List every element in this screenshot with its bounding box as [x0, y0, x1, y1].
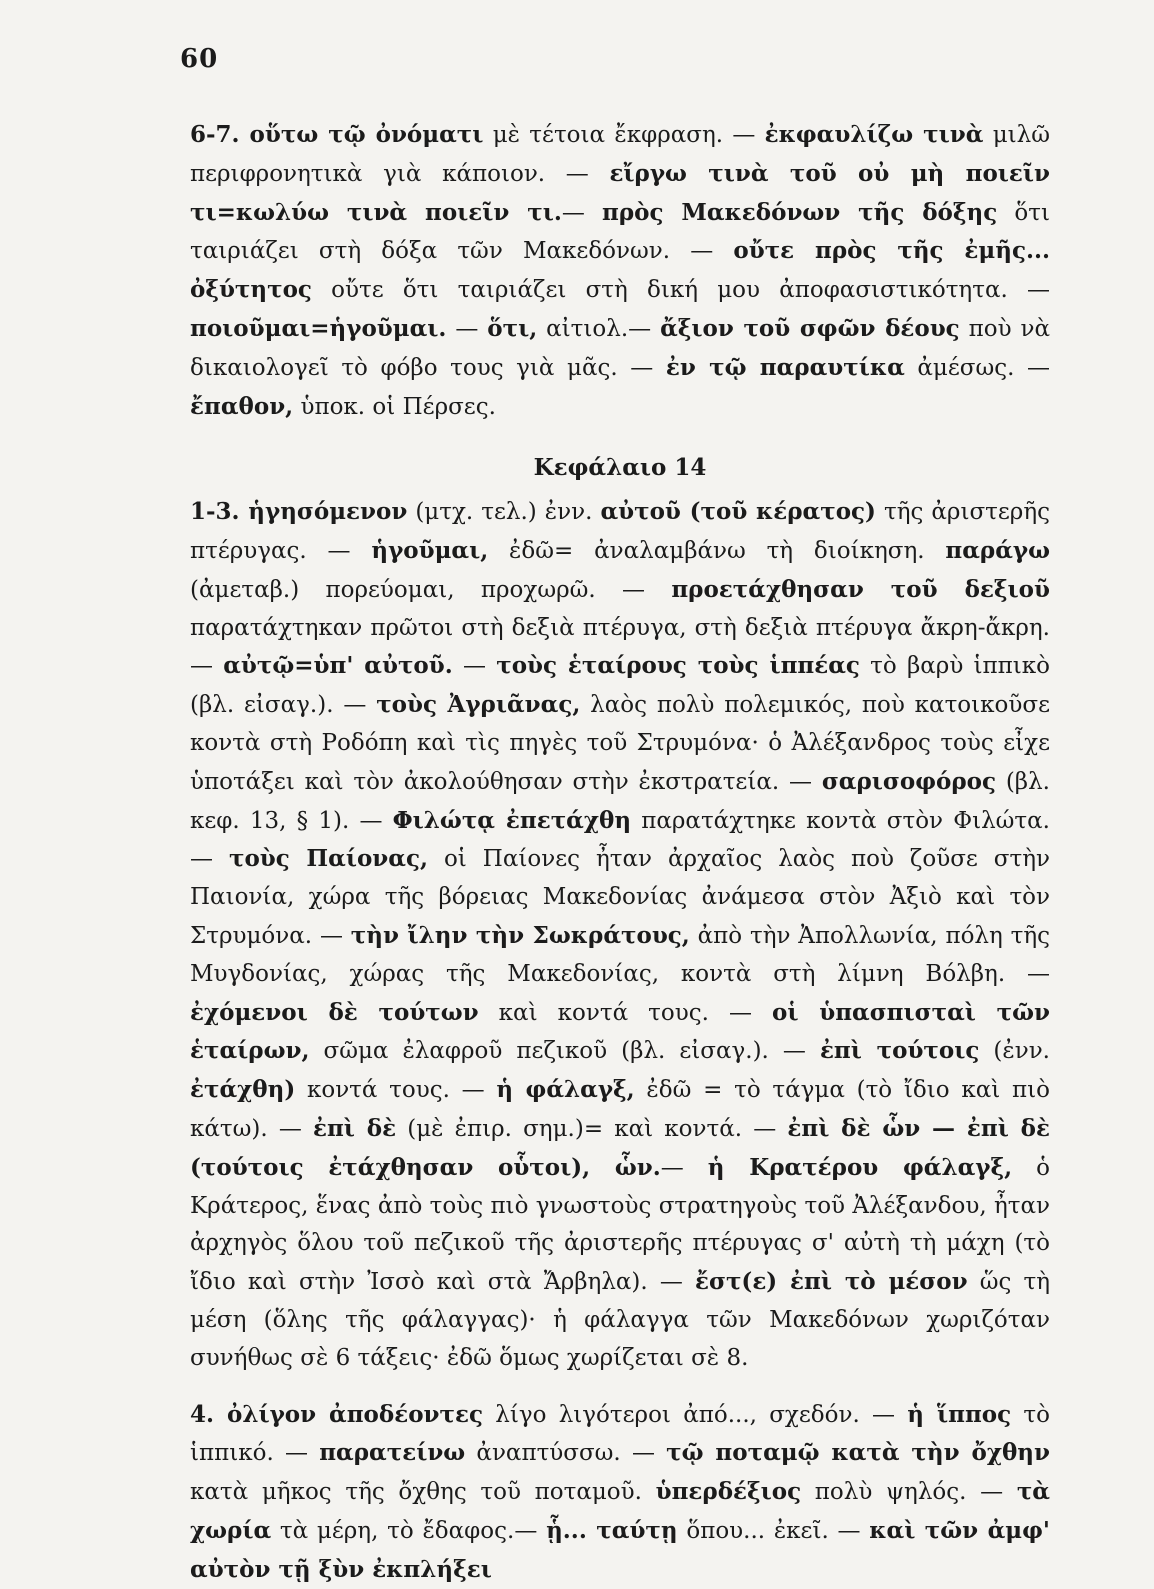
gloss-text: (βλ. κεφ. 13, § 1). —: [190, 769, 1050, 834]
commentary-text: [190, 116, 1050, 1589]
lemma-term: ἔστ(ε) ἐπὶ τὸ μέσον: [695, 1268, 968, 1295]
gloss-text: λαὸς πολὺ πολεμικός, ποὺ κατοικοῦσε κοντὰ στὴ Ροδόπη καὶ τὶς πηγὲς τοῦ Στρυμόνα· ὁ Ἀλέξανδρος τοὺς εἶχε ὑποτάξει καὶ τὸν ἀκολούθησαν στὴν ἐκστρατεία. —: [190, 692, 1050, 795]
lemma-term: Φιλώτᾳ ἐπετάχθη: [393, 807, 631, 834]
lemma-term: τοὺς Ἀγριᾶνας,: [376, 691, 580, 718]
lemma-term: ἔπαθον,: [190, 393, 293, 420]
lemma-term: εἴργω τινὰ τοῦ οὐ μὴ ποιεῖν τι=κωλύω τινὰ ποιεῖν τι.: [190, 160, 1050, 226]
lemma-term: ὑπερδέξιος: [656, 1478, 802, 1505]
gloss-text: ὑποκ. οἱ Πέρσες.: [293, 394, 496, 420]
lemma-term: ποιοῦμαι=ἡγοῦμαι.: [190, 315, 446, 342]
gloss-text: τὰ μέρη, τὸ ἔδαφος.—: [271, 1518, 546, 1544]
lemma-term: ἐχόμενοι δὲ τούτων: [190, 999, 479, 1026]
commentary-section-6-7: [190, 116, 1050, 426]
commentary-section-4: [190, 1396, 1050, 1589]
lemma-term: τῷ ποταμῷ κατὰ τὴν ὄχθην: [666, 1439, 1050, 1466]
gloss-text: ὁ Κράτερος, ἕνας ἀπὸ τοὺς πιὸ γνωστοὺς στρατηγοὺς τοῦ Ἀλέξανδου, ἦταν ἀρχηγὸς ὅλου τοῦ πεζικοῦ τῆς ἀριστερῆς πτέρυγας σ' αὐτὴ τὴ μάχη (τὸ ἴδιο καὶ στὴν Ἰσσὸ καὶ στὰ Ἄρβηλα). —: [190, 1155, 1050, 1295]
lemma-term: ἡ ἵππος: [907, 1401, 1011, 1428]
lemma-term: 6-7. οὕτω τῷ ὀνόματι: [190, 121, 483, 148]
gloss-text: οὔτε ὅτι ταιριάζει στὴ δική μου ἀποφασιστικότητα. —: [312, 277, 1050, 303]
lemma-term: καὶ τῶν ἀμφ' αὐτὸν τῇ ξὺν ἐκπλήξει: [190, 1517, 1050, 1583]
gloss-text: ὅπου... ἐκεῖ. —: [678, 1518, 870, 1544]
gloss-text: (μτχ. τελ.) ἐνν.: [407, 499, 600, 525]
gloss-text: —: [453, 653, 496, 679]
gloss-text: καὶ κοντά τους. —: [479, 1000, 772, 1026]
lemma-term: αὐτῷ=ὑπ' αὐτοῦ.: [223, 652, 453, 679]
gloss-text: τὸ ἱππικό. —: [190, 1402, 1050, 1467]
lemma-term: ἐπὶ δὲ: [313, 1115, 396, 1142]
gloss-text: μιλῶ περιφρονητικὰ γιὰ κάποιον. —: [190, 122, 1050, 187]
gloss-text: πολὺ ψηλός. —: [801, 1479, 1017, 1505]
lemma-term: αὐτοῦ (τοῦ κέρατος): [600, 498, 875, 525]
lemma-term: σαρισοφόρος: [822, 768, 996, 795]
gloss-text: λίγο λιγότεροι ἀπό..., σχεδόν. —: [483, 1402, 907, 1428]
gloss-text: κατὰ μῆκος τῆς ὄχθης τοῦ ποταμοῦ.: [190, 1479, 656, 1505]
gloss-text: (ἐνν.: [979, 1038, 1050, 1064]
lemma-term: παράγω: [945, 537, 1050, 564]
lemma-term: τοὺς ἑταίρους τοὺς ἱππέας: [496, 652, 860, 679]
gloss-text: ἀμέσως. —: [905, 355, 1050, 381]
lemma-term: ἐπὶ τούτοις: [820, 1037, 979, 1064]
lemma-term: ἐπὶ δὲ ὧν — ἐπὶ δὲ (τούτοις ἐτάχθησαν οὗτοι), ὧν.: [190, 1115, 1050, 1181]
gloss-text: ποὺ νὰ δικαιολογεῖ τὸ φόβο τους γιὰ μᾶς. —: [190, 316, 1050, 381]
lemma-term: ὅτι,: [487, 315, 537, 342]
lemma-term: οὔτε πρὸς τῆς ἐμῆς... ὀξύτητος: [190, 237, 1050, 303]
lemma-term: παρατείνω: [319, 1439, 465, 1466]
lemma-term: ἡ Κρατέρου φάλαγξ,: [708, 1154, 1012, 1181]
chapter-heading: Κεφάλαιο 14: [190, 449, 1050, 487]
gloss-text: —: [661, 1155, 708, 1181]
lemma-term: ἐκφαυλίζω τινὰ: [765, 121, 984, 148]
lemma-term: 4. ὀλίγον ἀποδέοντες: [190, 1401, 483, 1428]
gloss-text: μὲ τέτοια ἔκφραση. —: [483, 122, 764, 148]
gloss-text: αἰτιολ.—: [537, 316, 660, 342]
gloss-text: παρατάχτηκε κοντὰ στὸν Φιλώτα. —: [190, 808, 1050, 873]
lemma-term: ᾗ... ταύτῃ: [546, 1517, 678, 1544]
lemma-term: τοὺς Παίονας,: [229, 845, 428, 872]
lemma-term: ἡ φάλαγξ,: [496, 1076, 634, 1103]
gloss-text: τῆς ἀριστερῆς πτέρυγας. —: [190, 499, 1050, 564]
lemma-term: προετάχθησαν τοῦ δεξιοῦ: [671, 576, 1050, 603]
lemma-term: ἐν τῷ παραυτίκα: [666, 354, 905, 381]
gloss-text: (μὲ ἐπιρ. σημ.)= καὶ κοντά. —: [396, 1116, 787, 1142]
lemma-term: 1-3. ἡγησόμενον: [190, 498, 407, 525]
gloss-text: —: [562, 200, 602, 226]
lemma-term: οἱ ὑπασπισταὶ τῶν ἑταίρων,: [190, 999, 1050, 1065]
gloss-text: —: [446, 316, 487, 342]
lemma-term: τὴν ἴλην τὴν Σωκράτους,: [351, 922, 690, 949]
lemma-term: ἄξιον τοῦ σφῶν δέους: [660, 315, 960, 342]
gloss-text: ὅτι ταιριάζει στὴ δόξα τῶν Μακεδόνων. —: [190, 200, 1050, 265]
gloss-text: ἀναπτύσσω. —: [465, 1440, 666, 1466]
lemma-term: πρὸς Μακεδόνων τῆς δόξης: [602, 199, 997, 226]
gloss-text: οἱ Παίονες ἦταν ἀρχαῖος λαὸς ποὺ ζοῦσε στὴν Παιονία, χώρα τῆς βόρειας Μακεδονίας ἀνάμεσα στὸν Ἀξιὸ καὶ τὸν Στρυμόνα. —: [190, 846, 1050, 949]
lemma-term: ἡγοῦμαι,: [371, 537, 488, 564]
lemma-term: ἐτάχθη): [190, 1076, 295, 1103]
page-number: 60: [180, 44, 218, 74]
gloss-text: ὥς τὴ μέση (ὅλης τῆς φάλαγγας)· ἡ φάλαγγα τῶν Μακεδόνων χωριζόταν συνήθως σὲ 6 τάξεις· ἐδῶ ὅμως χωρίζεται σὲ 8.: [190, 1269, 1050, 1371]
gloss-text: ἐδῶ = τὸ τάγμα (τὸ ἴδιο καὶ πιὸ κάτω). —: [190, 1077, 1050, 1142]
gloss-text: ἀπὸ τὴν Ἀπολλωνία, πόλη τῆς Μυγδονίας, χώρας τῆς Μακεδονίας, κοντὰ στὴ λίμνη Βόλβη. —: [190, 923, 1050, 987]
gloss-text: (ἀμεταβ.) πορεύομαι, προχωρῶ. —: [190, 577, 671, 603]
gloss-text: σῶμα ἐλαφροῦ πεζικοῦ (βλ. εἰσαγ.). —: [309, 1038, 820, 1064]
lemma-term: τὰ χωρία: [190, 1478, 1050, 1544]
gloss-text: παρατάχτηκαν πρῶτοι στὴ δεξιὰ πτέρυγα, στὴ δεξιὰ πτέρυγα ἄκρη-ἄκρη. —: [190, 615, 1050, 680]
gloss-text: κοντά τους. —: [295, 1077, 496, 1103]
commentary-section-1-3: [190, 493, 1050, 1377]
gloss-text: ἐδῶ= ἀναλαμβάνω τὴ διοίκηση.: [488, 538, 945, 564]
gloss-text: τὸ βαρὺ ἱππικὸ (βλ. εἰσαγ.). —: [190, 653, 1050, 718]
